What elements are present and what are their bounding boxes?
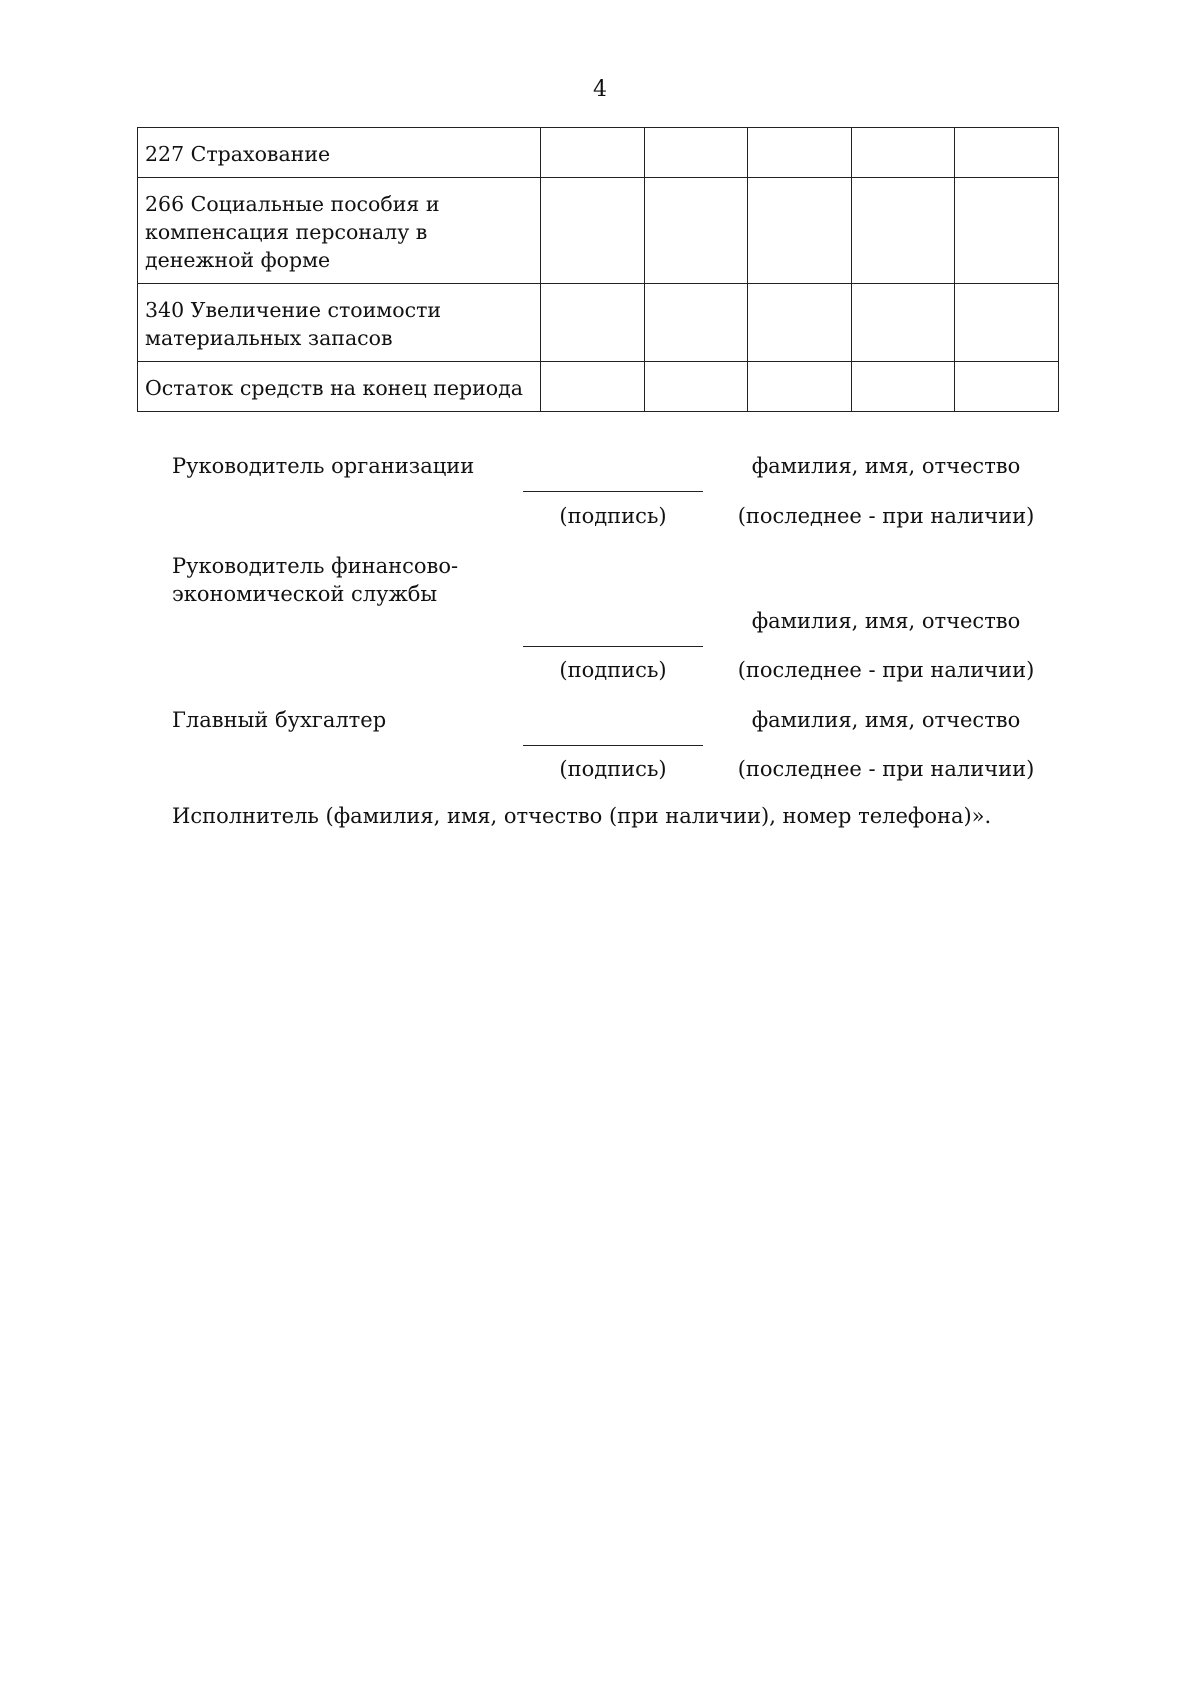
- signature-caption: (подпись): [559, 757, 667, 781]
- table-cell: [748, 362, 852, 412]
- table-row: [138, 128, 1059, 178]
- table-cell: [851, 362, 955, 412]
- row-label: 227 Страхование: [138, 128, 541, 178]
- table-cell: [541, 362, 645, 412]
- fio-caption: фамилия, имя, отчество: [751, 609, 1021, 633]
- table-row: [138, 362, 1059, 412]
- table-cell: [644, 128, 748, 178]
- table-cell: [955, 178, 1059, 284]
- signer-role-finance: Руководитель финансово-экономической службы: [172, 554, 459, 606]
- table-cell: [644, 284, 748, 362]
- signature-line: [523, 745, 703, 746]
- table-cell: [955, 362, 1059, 412]
- table-cell: [851, 178, 955, 284]
- table-cell: [955, 128, 1059, 178]
- table-cell: [644, 178, 748, 284]
- table-row: [138, 284, 1059, 362]
- expenses-table: [137, 127, 1059, 412]
- signer-role-accountant: Главный бухгалтер: [172, 708, 387, 732]
- fio-note: (последнее - при наличии): [737, 658, 1035, 682]
- row-label: 266 Социальные пособия и компенсация персоналу в денежной форме: [138, 178, 541, 284]
- table-row: [138, 178, 1059, 284]
- row-label: 340 Увеличение стоимости материальных запасов: [138, 284, 541, 362]
- signer-role-head: Руководитель организации: [172, 454, 475, 478]
- signature-caption: (подпись): [559, 658, 667, 682]
- table-cell: [541, 128, 645, 178]
- table-cell: [851, 284, 955, 362]
- table-cell: [748, 178, 852, 284]
- executor-note: Исполнитель (фамилия, имя, отчество (при наличии), номер телефона)».: [172, 804, 992, 828]
- fio-caption: фамилия, имя, отчество: [751, 708, 1021, 732]
- row-label: Остаток средств на конец периода: [138, 362, 541, 412]
- table-cell: [748, 128, 852, 178]
- fio-caption: фамилия, имя, отчество: [751, 454, 1021, 478]
- page-number: 4: [593, 77, 607, 102]
- fio-note: (последнее - при наличии): [737, 504, 1035, 528]
- signature-line: [523, 491, 703, 492]
- table-cell: [748, 284, 852, 362]
- table-cell: [851, 128, 955, 178]
- fio-note: (последнее - при наличии): [737, 757, 1035, 781]
- table-cell: [955, 284, 1059, 362]
- signature-line: [523, 646, 703, 647]
- signature-caption: (подпись): [559, 504, 667, 528]
- table-cell: [541, 284, 645, 362]
- table-cell: [644, 362, 748, 412]
- table-cell: [541, 178, 645, 284]
